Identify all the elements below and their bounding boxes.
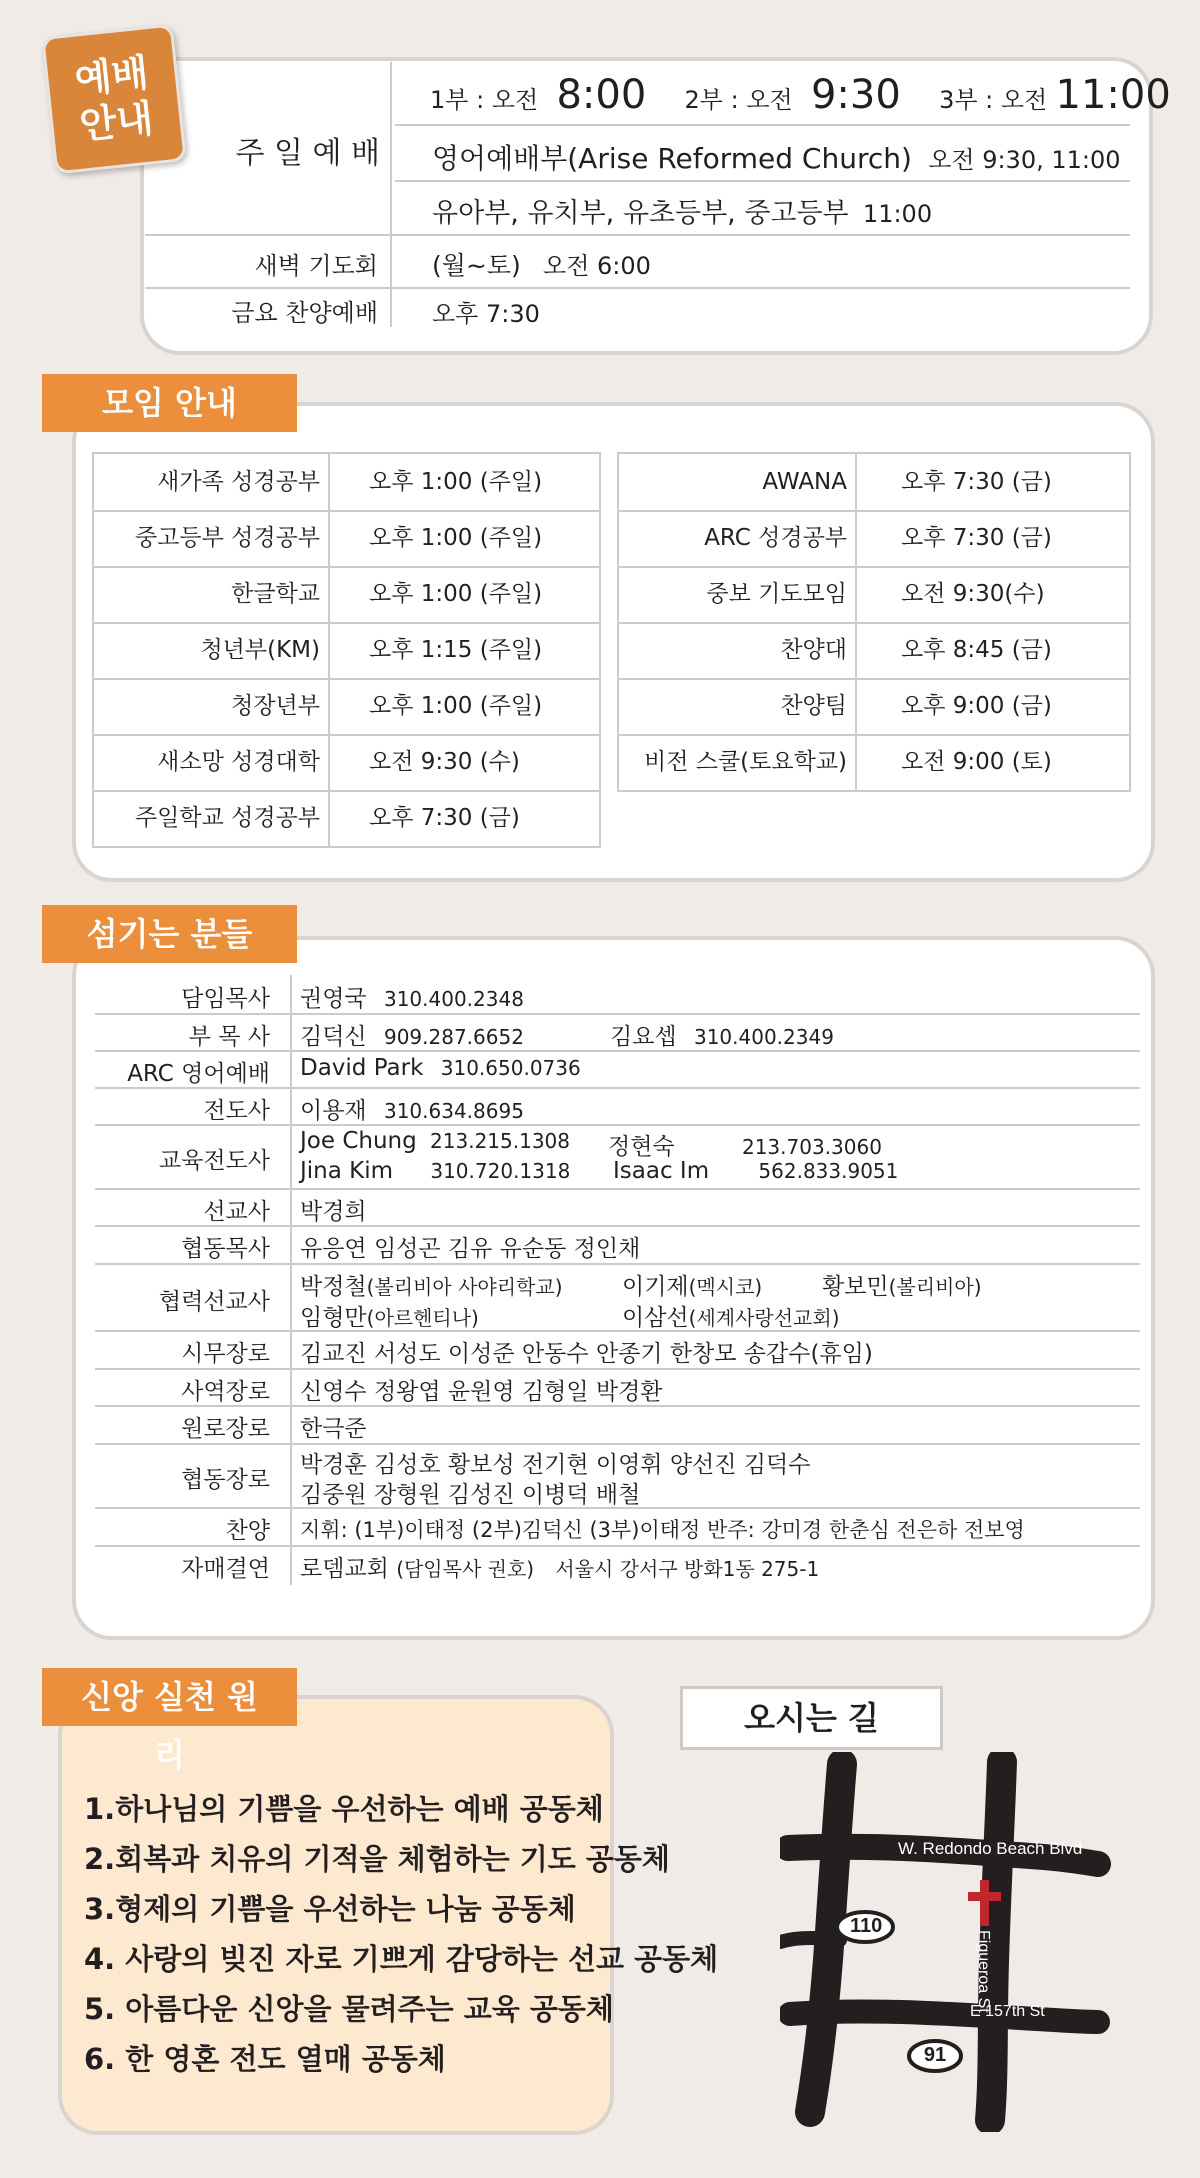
staff-place: (볼리비아) xyxy=(888,1275,982,1299)
meeting-row xyxy=(619,734,1129,790)
map-road xyxy=(790,2011,1098,2022)
badge-line1: 예배 xyxy=(72,50,151,102)
staff-content xyxy=(622,1268,762,1301)
map-road xyxy=(780,1938,840,1942)
street-label: W. Redondo Beach Blvd xyxy=(898,1839,1083,1858)
meeting-name: 중보 기도모임 xyxy=(706,581,847,607)
staff-name: 정현숙 xyxy=(608,1134,675,1160)
staff-content xyxy=(622,1299,840,1332)
staff-names: 박경훈 김성호 황보성 전기현 이영휘 양선진 김덕수 xyxy=(300,1452,811,1478)
staff-role: 부 목 사 xyxy=(188,1024,270,1050)
meetings-table-left xyxy=(92,452,601,848)
friday-worship-label: 금요 찬양예배 xyxy=(231,299,378,327)
staff-name: 이용재 xyxy=(300,1098,367,1124)
staff-content xyxy=(300,1268,563,1301)
meeting-divider xyxy=(328,678,330,734)
directions-map xyxy=(780,1752,1120,2132)
meeting-row xyxy=(94,566,599,624)
staff-name: David Park xyxy=(300,1055,424,1081)
staff-name: Isaac Im xyxy=(613,1158,710,1184)
english-service-time: 오전 9:30, 11:00 xyxy=(928,146,1121,174)
service1-time: 8:00 xyxy=(556,72,647,118)
staff-row-praise xyxy=(95,1507,1140,1547)
staff-content xyxy=(822,1268,982,1301)
meeting-divider xyxy=(855,622,857,678)
staff-role: 원로장로 xyxy=(181,1416,270,1442)
meeting-time: 오전 9:30 (수) xyxy=(369,749,520,775)
friday-worship-time: 오후 7:30 xyxy=(432,300,540,328)
english-service-row xyxy=(432,137,1121,177)
staff-row-sister-church xyxy=(95,1545,1140,1583)
staff-name: 이삼선 xyxy=(622,1305,689,1331)
meeting-name: AWANA xyxy=(762,469,847,495)
meeting-time: 오후 9:00 (금) xyxy=(901,693,1052,719)
meeting-row xyxy=(94,734,599,792)
directions-title: 오시는 길 xyxy=(680,1686,943,1750)
staff-content xyxy=(300,1128,570,1154)
kids-service-label: 유아부, 유치부, 유초등부, 중고등부 xyxy=(432,198,849,229)
staff-row-arc xyxy=(95,1050,1140,1089)
meeting-row xyxy=(619,678,1129,736)
meeting-divider xyxy=(328,622,330,678)
english-service-label: 영어예배부(Arise Reformed Church) xyxy=(432,142,912,175)
staff-content xyxy=(300,1055,581,1081)
staff-role: 교육전도사 xyxy=(158,1148,270,1174)
staff-row-coop-elders xyxy=(95,1443,1140,1509)
principle-item: 2.회복과 치유의 기적을 체험하는 기도 공동체 xyxy=(84,1842,670,1876)
meeting-name: 새가족 성경공부 xyxy=(157,469,320,495)
meeting-row xyxy=(94,510,599,568)
staff-phone: 310.400.2348 xyxy=(383,987,524,1011)
meetings-table-right xyxy=(617,452,1131,792)
principle-item: 3.형제의 기쁨을 우선하는 나눔 공동체 xyxy=(84,1892,576,1926)
principle-item: 4. 사랑의 빚진 자로 기쁘게 감당하는 선교 공동체 xyxy=(84,1942,719,1976)
staff-name: 김요셉 xyxy=(610,1024,677,1050)
meeting-time: 오전 9:00 (토) xyxy=(901,749,1052,775)
meeting-divider xyxy=(328,510,330,566)
meeting-time: 오후 1:00 (주일) xyxy=(369,525,543,551)
staff-phone: 310.634.8695 xyxy=(383,1099,524,1123)
staff-role: 협동목사 xyxy=(181,1236,270,1262)
principle-item: 5. 아름다운 신앙을 물려주는 교육 공동체 xyxy=(84,1992,614,2026)
staff-role: 선교사 xyxy=(203,1199,270,1225)
service3-time: 11:00 xyxy=(1055,72,1171,118)
service-times-row xyxy=(430,72,1171,118)
meeting-divider xyxy=(855,678,857,734)
staff-role: 협력선교사 xyxy=(158,1289,270,1315)
meeting-row xyxy=(619,454,1129,512)
staff-name: 황보민 xyxy=(822,1274,889,1300)
staff-phone: 310.720.1318 xyxy=(430,1159,571,1183)
dawn-prayer-time: 오전 6:00 xyxy=(543,252,651,280)
staff-content xyxy=(300,1158,570,1184)
service1-label: 1부 : 오전 xyxy=(430,86,539,114)
staff-role: ARC 영어예배 xyxy=(127,1061,270,1087)
staff-names: 신영수 정왕엽 윤원영 김형일 박경환 xyxy=(300,1379,663,1405)
meeting-divider xyxy=(328,454,330,510)
staff-name: 김덕신 xyxy=(300,1024,367,1050)
meeting-name: 찬양대 xyxy=(780,637,847,663)
meeting-divider xyxy=(855,454,857,510)
staff-names: 한극준 xyxy=(300,1416,367,1442)
meeting-time: 오후 7:30 (금) xyxy=(901,469,1052,495)
sunday-worship-label: 주 일 예 배 xyxy=(235,136,380,171)
staff-row-missionary xyxy=(95,1188,1140,1227)
staff-phone: 562.833.9051 xyxy=(758,1159,899,1183)
worship-line xyxy=(145,287,1130,289)
staff-row-evangelist xyxy=(95,1087,1140,1126)
staff-names: 김중원 장형원 김성진 이병덕 배철 xyxy=(300,1482,641,1508)
staff-content xyxy=(610,1018,834,1051)
meeting-row xyxy=(94,678,599,736)
meeting-row xyxy=(94,622,599,680)
church-cross-icon xyxy=(980,1880,989,1926)
staff-names: 김교진 서성도 이성준 안동수 안종기 한창모 송갑수(휴임) xyxy=(300,1341,873,1367)
meetings-tab: 모임 안내 xyxy=(42,374,297,432)
meeting-divider xyxy=(855,734,857,790)
staff-phone: 310.650.0736 xyxy=(440,1056,581,1080)
staff-place: (볼리비아 사야리학교) xyxy=(366,1275,563,1299)
staff-role: 찬양 xyxy=(225,1518,270,1544)
meeting-time: 오후 7:30 (금) xyxy=(369,805,520,831)
sister-church-detail: (담임목사 권호) xyxy=(396,1557,535,1581)
staff-content xyxy=(300,1550,819,1583)
worship-badge xyxy=(41,23,187,174)
staff-row-emeritus xyxy=(95,1405,1140,1445)
sister-church-name: 로뎀교회 xyxy=(300,1556,389,1582)
meeting-time: 오후 8:45 (금) xyxy=(901,637,1052,663)
staff-name: 박정철 xyxy=(300,1274,367,1300)
staff-content xyxy=(613,1158,898,1184)
staff-place: (아르헨티나) xyxy=(366,1306,479,1330)
staff-praise-text: 지휘: (1부)이태정 (2부)김덕신 (3부)이태정 반주: 강미경 한춘심 전은하 전보영 xyxy=(300,1518,1025,1542)
staff-row-senior xyxy=(95,975,1140,1015)
staff-tab: 섬기는 분들 xyxy=(42,905,297,963)
staff-content xyxy=(300,1092,524,1125)
meeting-row xyxy=(94,790,599,846)
staff-row-coop-missionary xyxy=(95,1263,1140,1332)
staff-names: 유응연 임성곤 김유 유순동 정인채 xyxy=(300,1236,641,1262)
staff-row-education xyxy=(95,1124,1140,1190)
staff-content xyxy=(300,980,524,1013)
service3-label: 3부 : 오전 xyxy=(939,86,1048,114)
meeting-time: 오후 7:30 (금) xyxy=(901,525,1052,551)
service2-label: 2부 : 오전 xyxy=(684,86,793,114)
meeting-time: 오후 1:15 (주일) xyxy=(369,637,543,663)
meeting-divider xyxy=(855,566,857,622)
staff-row-elders xyxy=(95,1330,1140,1370)
highway-label: 110 xyxy=(850,1915,883,1937)
staff-name: Joe Chung xyxy=(300,1128,417,1154)
dawn-prayer-label: 새벽 기도회 xyxy=(254,252,378,280)
staff-row-coop-pastor xyxy=(95,1225,1140,1265)
staff-place: (세계사랑선교회) xyxy=(688,1306,840,1330)
meeting-time: 오후 1:00 (주일) xyxy=(369,469,543,495)
worship-line xyxy=(395,180,1130,182)
meeting-name: 중고등부 성경공부 xyxy=(134,525,320,551)
street-label: Figueroa St xyxy=(975,1930,992,2013)
staff-role: 전도사 xyxy=(203,1098,270,1124)
staff-phone: 213.703.3060 xyxy=(741,1135,882,1159)
meeting-name: 청년부(KM) xyxy=(200,637,320,663)
meeting-row xyxy=(619,566,1129,624)
principle-item: 1.하나님의 기쁨을 우선하는 예배 공동체 xyxy=(84,1792,604,1826)
kids-service-time: 11:00 xyxy=(862,200,933,228)
staff-role: 협동장로 xyxy=(181,1467,270,1493)
meeting-time: 오전 9:30(수) xyxy=(901,581,1045,607)
staff-phone: 310.400.2349 xyxy=(693,1025,834,1049)
staff-role: 담임목사 xyxy=(181,986,270,1012)
meeting-divider xyxy=(855,510,857,566)
meeting-name: 새소망 성경대학 xyxy=(157,749,320,775)
street-label: E 157th St xyxy=(970,2003,1045,2020)
staff-phone: 213.215.1308 xyxy=(430,1129,570,1153)
staff-row-associate xyxy=(95,1013,1140,1052)
sister-church-address: 서울시 강서구 방화1동 275-1 xyxy=(555,1557,820,1581)
principles-tab: 신앙 실천 원리 xyxy=(42,1668,297,1726)
principle-item: 6. 한 영혼 전도 열매 공동체 xyxy=(84,2042,446,2076)
staff-role: 사역장로 xyxy=(181,1379,270,1405)
staff-role: 시무장로 xyxy=(181,1341,270,1367)
staff-name: 권영국 xyxy=(300,986,367,1012)
staff-row-retired-elders xyxy=(95,1368,1140,1407)
staff-place: (멕시코) xyxy=(688,1275,763,1299)
meeting-row xyxy=(619,622,1129,680)
staff-name: 임형만 xyxy=(300,1305,367,1331)
meeting-divider xyxy=(328,566,330,622)
staff-role: 자매결연 xyxy=(181,1556,270,1582)
meeting-time: 오후 1:00 (주일) xyxy=(369,693,543,719)
meeting-name: 한글학교 xyxy=(231,581,320,607)
meeting-divider xyxy=(328,790,330,846)
staff-content xyxy=(608,1128,882,1161)
meeting-divider xyxy=(328,734,330,790)
meeting-name: 청장년부 xyxy=(231,693,320,719)
dawn-prayer-days: (월~토) xyxy=(432,251,521,280)
meeting-name: 찬양팀 xyxy=(780,693,847,719)
kids-service-row xyxy=(432,191,932,230)
worship-line xyxy=(395,124,1130,126)
worship-line xyxy=(145,234,1130,236)
meeting-name: 비전 스쿨(토요학교) xyxy=(643,749,847,775)
staff-name: 이기제 xyxy=(622,1274,689,1300)
staff-phone: 909.287.6652 xyxy=(383,1025,524,1049)
dawn-prayer-row xyxy=(432,246,651,282)
staff-content xyxy=(300,1299,479,1332)
staff-name: Jina Kim xyxy=(300,1158,394,1184)
service2-time: 9:30 xyxy=(810,72,901,118)
church-cross-icon xyxy=(968,1892,1001,1901)
highway-label: 91 xyxy=(923,2044,947,2066)
meeting-row xyxy=(619,510,1129,568)
meeting-name: 주일학교 성경공부 xyxy=(134,805,320,831)
staff-content xyxy=(300,1018,524,1051)
staff-names: 박경희 xyxy=(300,1199,367,1225)
meeting-name: ARC 성경공부 xyxy=(704,525,847,551)
badge-line2: 안내 xyxy=(77,96,156,148)
meeting-time: 오후 1:00 (주일) xyxy=(369,581,543,607)
meeting-row xyxy=(94,454,599,512)
